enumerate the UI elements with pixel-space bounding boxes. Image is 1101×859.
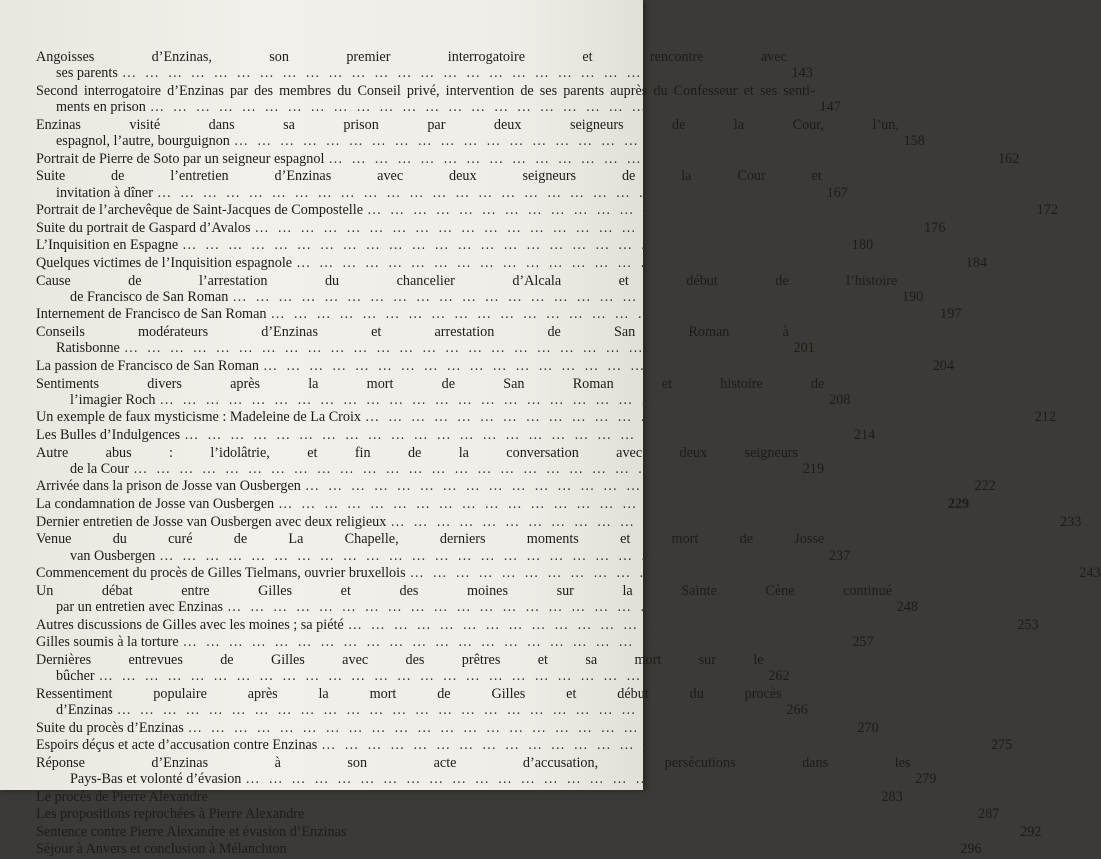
toc-entry-title-end: Gilles soumis à la torture xyxy=(36,634,179,651)
page-number: 262 xyxy=(768,668,790,685)
toc-entry xyxy=(36,478,996,495)
toc-entry-title xyxy=(36,168,822,201)
leader-dots: … … … … … … … … … … … … … … … … … … … … … … … … … … … … … xyxy=(365,409,1024,426)
toc-entry-title-line xyxy=(48,668,764,684)
toc-entry-title xyxy=(36,806,973,823)
toc-entry-title-line xyxy=(36,426,849,443)
page-number: 266 xyxy=(786,702,808,718)
toc-entry-title-line xyxy=(48,702,782,718)
toc-entry xyxy=(36,150,1020,167)
toc-entry-title-line xyxy=(36,737,986,754)
page-number: 248 xyxy=(896,599,918,616)
toc-entry-title-line xyxy=(36,202,1032,219)
toc-entry xyxy=(36,513,1082,530)
toc-entry-title-lead: Dernières entrevues de Gilles avec des prêtres et sa mort sur le xyxy=(36,651,764,668)
toc-entry-title-end: invitation à dîner xyxy=(56,184,153,201)
toc-entry-title-line xyxy=(36,616,1013,633)
toc-entry-title-end: bûcher xyxy=(56,668,95,685)
toc-entry xyxy=(36,168,848,201)
toc-entry-title xyxy=(36,823,1015,840)
leader-dots: … … … … … … … … … … … … … … … … … … … … … … … … … … … … … xyxy=(308,806,968,823)
toc-entry xyxy=(36,616,1039,633)
page-number: 180 xyxy=(851,237,874,254)
table-of-contents xyxy=(36,49,1101,859)
toc-entry-title xyxy=(36,582,892,616)
page-number: 204 xyxy=(932,357,954,374)
toc-entry-title-line xyxy=(36,478,970,495)
page-number: 162 xyxy=(998,150,1020,167)
toc-entry-title xyxy=(36,496,943,513)
leader-dots: … … … … … … … … … … … … … … … … … … … … … … … … … … … … … xyxy=(116,702,776,718)
page-number: 212 xyxy=(1034,409,1056,426)
toc-entry xyxy=(36,306,962,323)
toc-entry-title-end: Internement de Francisco de San Roman xyxy=(36,306,267,323)
toc-entry xyxy=(36,634,874,651)
toc-entry-title-line xyxy=(36,806,973,823)
toc-entry xyxy=(36,806,1000,823)
toc-entry xyxy=(36,823,1042,840)
toc-entry-title-line xyxy=(48,99,815,115)
page-number: 158 xyxy=(903,133,925,150)
toc-entry-title-line xyxy=(36,496,943,513)
toc-entry-title-end: d’Enzinas xyxy=(56,702,113,718)
page-number: 184 xyxy=(965,254,988,271)
leader-dots: … … … … … … … … … … … … … … … … … … … … … … … … … … … … … xyxy=(321,737,981,754)
page-number: 208 xyxy=(829,391,851,408)
toc-entry-title xyxy=(36,513,1055,530)
toc-entry xyxy=(36,375,851,409)
page-number: 279 xyxy=(915,771,937,788)
toc-entry-title-end: Portrait de Pierre de Soto par un seigneur espagnol xyxy=(36,150,325,167)
toc-entry xyxy=(36,565,1101,582)
leader-dots: … … … … … … … … … … … … … … … … … … … … … … … … … … … … … xyxy=(367,202,1026,219)
toc-entry-title-line xyxy=(36,254,961,271)
toc-entry-title xyxy=(36,375,825,409)
page-number: 167 xyxy=(826,184,848,201)
page-number: 270 xyxy=(857,719,879,736)
toc-entry xyxy=(36,272,924,306)
toc-entry-title-line xyxy=(48,461,798,477)
toc-entry xyxy=(36,116,925,150)
toc-entry-title-line xyxy=(48,289,897,305)
toc-entry-title xyxy=(36,116,899,150)
toc-entry xyxy=(36,754,937,788)
leader-dots: … … … … … … … … … … … … … … … … … … … … … … … … … … … … … xyxy=(278,496,938,513)
toc-entry xyxy=(36,219,946,236)
toc-entry-title xyxy=(36,82,815,116)
toc-entry-title-line xyxy=(36,237,847,254)
toc-entry-title-end: Les propositions reprochées à Pierre Alexandre xyxy=(36,806,305,823)
leader-dots: … … … … … … … … … … … … … … … … … … … … … … … … … … … … … xyxy=(290,841,950,858)
toc-entry-title-end: Quelques victimes de l’Inquisition espagnole xyxy=(36,254,293,271)
toc-entry-title-lead: Angoisses d’Enzinas, son premier interrogatoire et rencontre avec xyxy=(36,49,787,65)
leader-dots: … … … … … … … … … … … … … … … … … … … … … … … … … … … … … xyxy=(182,237,842,254)
leader-dots: … … … … … … … … … … … … … … … … … … … … … … … … … … … … … xyxy=(263,357,922,374)
toc-entry-title-line xyxy=(36,306,935,323)
page-number: 243 xyxy=(1079,565,1101,582)
leader-dots: … … … … … … … … … … … … … … … … … … … … … … … … … … … … … xyxy=(182,634,842,651)
toc-entry-title-line xyxy=(48,548,824,564)
page-number: 283 xyxy=(881,788,903,805)
toc-entry-title-end: Séjour à Anvers et conclusion à Mélanchton xyxy=(36,841,287,858)
toc-entry-title-lead: Venue du curé de La Chapelle, derniers moments et mort de Josse xyxy=(36,531,825,548)
page-number: 275 xyxy=(990,737,1013,754)
leader-dots: … … … … … … … … … … … … … … … … … … … … … … … … … … … … … xyxy=(133,460,793,477)
toc-entry-title xyxy=(36,737,986,754)
leader-dots: … … … … … … … … … … … … … … … … … … … … … … … … … … … … … xyxy=(232,288,892,305)
toc-entry-title-end: van Ousbergen xyxy=(70,547,156,564)
toc-entry-title xyxy=(36,531,825,564)
toc-entry-title-end: La condamnation de Josse van Ousbergen xyxy=(36,496,275,513)
toc-entry-title-end: Portrait de l’archevêque de Saint-Jacques de Compostelle xyxy=(36,202,363,219)
toc-entry-title-end: Suite du procès d’Enzinas xyxy=(36,719,184,736)
toc-entry-title-line xyxy=(36,634,848,651)
toc-entry-title-lead: Conseils modérateurs d’Enzinas et arrestation de San Roman à xyxy=(36,324,789,341)
leader-dots: … … … … … … … … … … … … … … … … … … … … … … … … … … … … … xyxy=(254,219,914,236)
page-number: 143 xyxy=(791,65,813,82)
toc-entry xyxy=(36,685,808,719)
toc-entry-title-line xyxy=(36,513,1055,530)
toc-entry-title xyxy=(36,616,1013,633)
toc-entry-title-line xyxy=(36,357,928,374)
toc-entry-title-end: Suite du portrait de Gaspard d’Avalos xyxy=(36,219,251,236)
toc-entry-title-line xyxy=(36,565,1075,582)
toc-entry-title-lead: Autre abus : l’idolâtrie, et fin de la conversation avec deux seigneurs xyxy=(36,444,799,461)
page-number: 229 xyxy=(947,496,970,513)
toc-entry-title-end: Autres discussions de Gilles avec les moines ; sa piété xyxy=(36,616,344,633)
leader-dots: … … … … … … … … … … … … … … … … … … … … … … … … … … … … … xyxy=(123,340,783,357)
toc-entry-title-end: Pays-Bas et volonté d’évasion xyxy=(70,771,242,788)
toc-entry-title-line xyxy=(36,841,956,858)
leader-dots: … … … … … … … … … … … … … … … … … … … … … … … … … … … … … xyxy=(187,719,847,736)
toc-entry xyxy=(36,324,815,357)
leader-dots: … … … … … … … … … … … … … … … … … … … … … … … … … … … … … xyxy=(390,513,1050,530)
leader-dots: … … … … … … … … … … … … … … … … … … … … … … … … … … … … … xyxy=(409,565,1069,582)
toc-entry-title-end: de Francisco de San Roman xyxy=(70,288,229,305)
toc-entry-title-end: Ratisbonne xyxy=(56,340,120,357)
leader-dots: … … … … … … … … … … … … … … … … … … … … … … … … … … … … … xyxy=(350,823,1010,840)
page-number: 292 xyxy=(1020,823,1042,840)
toc-entry-title xyxy=(36,409,1030,426)
page-number: 257 xyxy=(852,634,874,651)
toc-entry-title xyxy=(36,49,787,82)
toc-entry xyxy=(36,426,876,443)
toc-entry-title-end: ses parents xyxy=(56,65,118,82)
toc-entry-title xyxy=(36,306,935,323)
toc-entry-title xyxy=(36,150,993,167)
leader-dots: … … … … … … … … … … … … … … … … … … … … … … … … … … … … … xyxy=(227,599,886,616)
toc-entry xyxy=(36,49,813,82)
toc-entry-title-end: Espoirs déçus et acte d’accusation contre Enzinas xyxy=(36,737,318,754)
leader-dots: … … … … … … … … … … … … … … … … … … … … … … … … … … … … … xyxy=(159,391,819,408)
toc-entry xyxy=(36,841,982,858)
toc-entry-title-line xyxy=(36,409,1030,426)
toc-entry-title-end: Arrivée dans la prison de Josse van Ousbergen xyxy=(36,478,301,495)
page-number: 176 xyxy=(924,219,946,236)
leader-dots: … … … … … … … … … … … … … … … … … … … … … … … … … … … … … xyxy=(328,150,988,167)
page-number: 190 xyxy=(902,288,924,305)
leader-dots: … … … … … … … … … … … … … … … … … … … … … … … … … … … … … xyxy=(121,65,781,82)
leader-dots: … … … … … … … … … … … … … … … … … … … … … … … … … … … … … xyxy=(233,133,893,150)
toc-entry xyxy=(36,237,874,254)
toc-entry-title xyxy=(36,478,970,495)
toc-entry-title xyxy=(36,634,848,651)
toc-entry-title xyxy=(36,651,764,685)
leader-dots: … … … … … … … … … … … … … … … … … … … … … … … … … … … … … xyxy=(304,478,964,495)
leader-dots: … … … … … … … … … … … … … … … … … … … … … … … … … … … … … xyxy=(184,426,844,443)
toc-entry-title-end: Un exemple de faux mysticisme : Madeleine de La Croix xyxy=(36,409,362,426)
toc-entry-title-end: Le procès de Pierre Alexandre xyxy=(36,788,208,805)
toc-entry xyxy=(36,82,841,116)
toc-entry-title xyxy=(36,565,1075,582)
toc-entry-title-lead: Ressentiment populaire après la mort de Gilles et début du procès xyxy=(36,685,782,702)
toc-entry-title-lead: Cause de l’arrestation du chancelier d’Alcala et début de l’histoire xyxy=(36,272,898,289)
toc-entry-title-line xyxy=(36,788,877,805)
toc-entry-title-line xyxy=(36,150,993,167)
toc-entry xyxy=(36,409,1056,426)
leader-dots: … … … … … … … … … … … … … … … … … … … … … … … … … … … … … xyxy=(296,254,956,271)
toc-entry-title-lead: Second interrogatoire d’Enzinas par des membres du Conseil privé, intervention de ses parents auprès du Confesseur et ses senti- xyxy=(36,82,815,99)
page-number: 172 xyxy=(1036,202,1058,219)
toc-entry-title-lead: Réponse d’Enzinas à son acte d’accusation, persécutions dans les xyxy=(36,754,911,771)
page-number: 287 xyxy=(977,806,1000,823)
toc-entry xyxy=(36,531,851,564)
toc-entry-title-lead: Un débat entre Gilles et des moines sur la Sainte Cène continué xyxy=(36,582,892,599)
toc-entry-title xyxy=(36,788,877,805)
toc-entry-title xyxy=(36,357,928,374)
toc-entry-title xyxy=(36,426,849,443)
toc-entry-title-end: Les Bulles d’Indulgences xyxy=(36,426,181,443)
toc-entry-title-line xyxy=(48,65,787,81)
toc-entry-title xyxy=(36,324,789,357)
page-number: 253 xyxy=(1017,616,1039,633)
toc-entry xyxy=(36,582,918,616)
toc-entry-title-end: par un entretien avec Enzinas xyxy=(56,599,224,616)
toc-entry xyxy=(36,496,970,513)
toc-entry-title-end: Sentence contre Pierre Alexandre et évasion d’Enzinas xyxy=(36,823,347,840)
toc-entry-title xyxy=(36,444,799,478)
toc-entry xyxy=(36,254,988,271)
toc-entry-title-end: Dernier entretien de Josse van Ousbergen avec deux religieux xyxy=(36,513,387,530)
leader-dots: … … … … … … … … … … … … … … … … … … … … … … … … … … … … … xyxy=(245,771,905,788)
page-number: 147 xyxy=(819,99,841,116)
leader-dots: … … … … … … … … … … … … … … … … … … … … … … … … … … … … … xyxy=(98,668,758,685)
toc-entry-title-line xyxy=(48,340,789,356)
page-number: 233 xyxy=(1060,513,1082,530)
toc-entry-title xyxy=(36,219,919,236)
toc-entry xyxy=(36,788,903,805)
toc-entry xyxy=(36,719,879,736)
toc-entry-title xyxy=(36,754,911,788)
toc-entry-title-line xyxy=(36,719,853,736)
toc-entry xyxy=(36,357,954,374)
toc-entry-title xyxy=(36,202,1032,219)
toc-entry-title-line xyxy=(48,771,910,787)
toc-entry-title-line xyxy=(36,823,1015,840)
toc-entry-title xyxy=(36,841,956,858)
toc-entry-title-end: l’imagier Roch xyxy=(70,391,156,408)
toc-entry-title-end: ments en prison xyxy=(56,99,146,116)
toc-entry xyxy=(36,444,825,478)
toc-entry-title-line xyxy=(48,185,822,201)
toc-entry-title-end: de la Cour xyxy=(70,460,130,477)
page-number: 296 xyxy=(960,841,982,858)
toc-entry-title-lead: Sentiments divers après la mort de San Roman et histoire de xyxy=(36,375,825,392)
page-number: 214 xyxy=(853,426,876,443)
toc-entry-title-lead: Suite de l’entretien d’Enzinas avec deux seigneurs de la Cour et xyxy=(36,168,822,185)
page-number: 219 xyxy=(802,460,825,477)
toc-entry-title xyxy=(36,254,961,271)
toc-entry xyxy=(36,651,790,685)
toc-entry-title-end: L’Inquisition en Espagne xyxy=(36,237,179,254)
page-number: 197 xyxy=(940,306,962,323)
leader-dots: … … … … … … … … … … … … … … … … … … … … … … … … … … … … … xyxy=(156,184,816,201)
toc-entry-title-end: La passion de Francisco de San Roman xyxy=(36,357,260,374)
leader-dots: … … … … … … … … … … … … … … … … … … … … … … … … … … … … … xyxy=(347,616,1007,633)
leader-dots: … … … … … … … … … … … … … … … … … … … … … … … … … … … … … xyxy=(270,306,930,323)
toc-entry-title-lead: Enzinas visité dans sa prison par deux seigneurs de la Cour, l’un, xyxy=(36,116,899,133)
toc-entry-title-line xyxy=(48,599,892,615)
toc-entry-title xyxy=(36,272,898,306)
leader-dots: … … … … … … … … … … … … … … … … … … … … … … … … … … … … … xyxy=(211,788,871,805)
toc-entry xyxy=(36,737,1013,754)
toc-entry-title-line xyxy=(48,133,899,149)
toc-entry-title-end: Commencement du procès de Gilles Tielmans, ouvrier bruxellois xyxy=(36,565,406,582)
toc-entry-title-line xyxy=(36,219,919,236)
toc-entry-title xyxy=(36,685,782,719)
page-number: 237 xyxy=(828,547,851,564)
toc-entry-title-line xyxy=(48,392,824,408)
toc-entry xyxy=(36,202,1058,219)
leader-dots: … … … … … … … … … … … … … … … … … … … … … … … … … … … … … xyxy=(159,547,819,564)
page-number: 201 xyxy=(793,340,815,357)
toc-entry-title xyxy=(36,719,853,736)
page-number: 222 xyxy=(974,478,996,495)
leader-dots: … … … … … … … … … … … … … … … … … … … … … … … … … … … … … xyxy=(149,99,809,116)
toc-entry-title xyxy=(36,237,847,254)
toc-entry-title-end: espagnol, l’autre, bourguignon xyxy=(56,133,230,150)
